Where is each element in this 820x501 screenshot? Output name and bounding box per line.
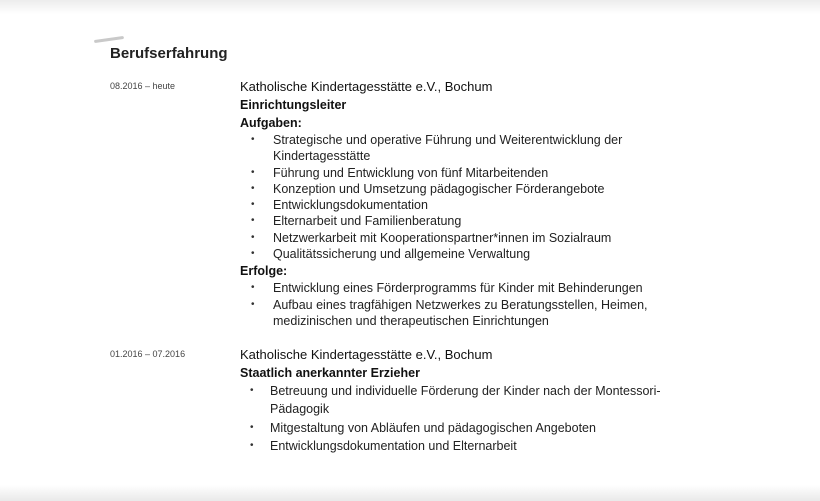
tasks-heading: Aufgaben: bbox=[240, 116, 302, 130]
entry-date: 01.2016 – 07.2016 bbox=[110, 349, 186, 359]
list-item: • Betreuung und individuelle Förderung der Kinder nach der Montessori-Pädagogik bbox=[240, 382, 710, 419]
achievements-list bbox=[240, 280, 710, 329]
list-item: • Konzeption und Umsetzung pädagogischer Förderangebote bbox=[240, 181, 710, 197]
accent-stroke bbox=[94, 36, 124, 43]
tasks-list bbox=[240, 382, 710, 455]
list-item: • Mitgestaltung von Abläufen und pädagogischen Angeboten bbox=[240, 419, 710, 437]
entry-employer: Katholische Kindertagesstätte e.V., Bochum bbox=[240, 79, 493, 94]
list-item: • Netzwerkarbeit mit Kooperationspartner*innen im Sozialraum bbox=[240, 230, 710, 246]
list-item: • Aufbau eines tragfähigen Netzwerkes zu Beratungsstellen, Heimen, medizinischen und therapeutischen Einrichtungen bbox=[240, 297, 710, 330]
list-item: • Entwicklungsdokumentation und Elternarbeit bbox=[240, 437, 710, 455]
page-shadow-top bbox=[0, 0, 820, 14]
entry-content bbox=[240, 78, 710, 329]
achievements-heading: Erfolge: bbox=[240, 264, 288, 279]
list-item: • Entwicklung eines Förderprogramms für Kinder mit Behinderungen bbox=[240, 280, 710, 296]
list-item: • Führung und Entwicklung von fünf Mitarbeitenden bbox=[240, 165, 710, 181]
list-item: • Qualitätssicherung und allgemeine Verwaltung bbox=[240, 246, 710, 262]
entry-role: Einrichtungsleiter bbox=[240, 98, 347, 112]
section-title: Berufserfahrung bbox=[110, 45, 228, 62]
page-shadow-bottom bbox=[0, 485, 820, 501]
list-item: • Strategische und operative Führung und Weiterentwicklung der Kindertagesstätte bbox=[240, 132, 710, 165]
tasks-list bbox=[240, 132, 710, 262]
entry-role: Staatlich anerkannter Erzieher bbox=[240, 366, 420, 380]
entry-content bbox=[240, 346, 710, 455]
entry-employer: Katholische Kindertagesstätte e.V., Bochum bbox=[240, 347, 493, 362]
list-item: • Elternarbeit und Familienberatung bbox=[240, 213, 710, 229]
list-item: • Entwicklungsdokumentation bbox=[240, 197, 710, 213]
entry-date: 08.2016 – heute bbox=[110, 81, 176, 91]
